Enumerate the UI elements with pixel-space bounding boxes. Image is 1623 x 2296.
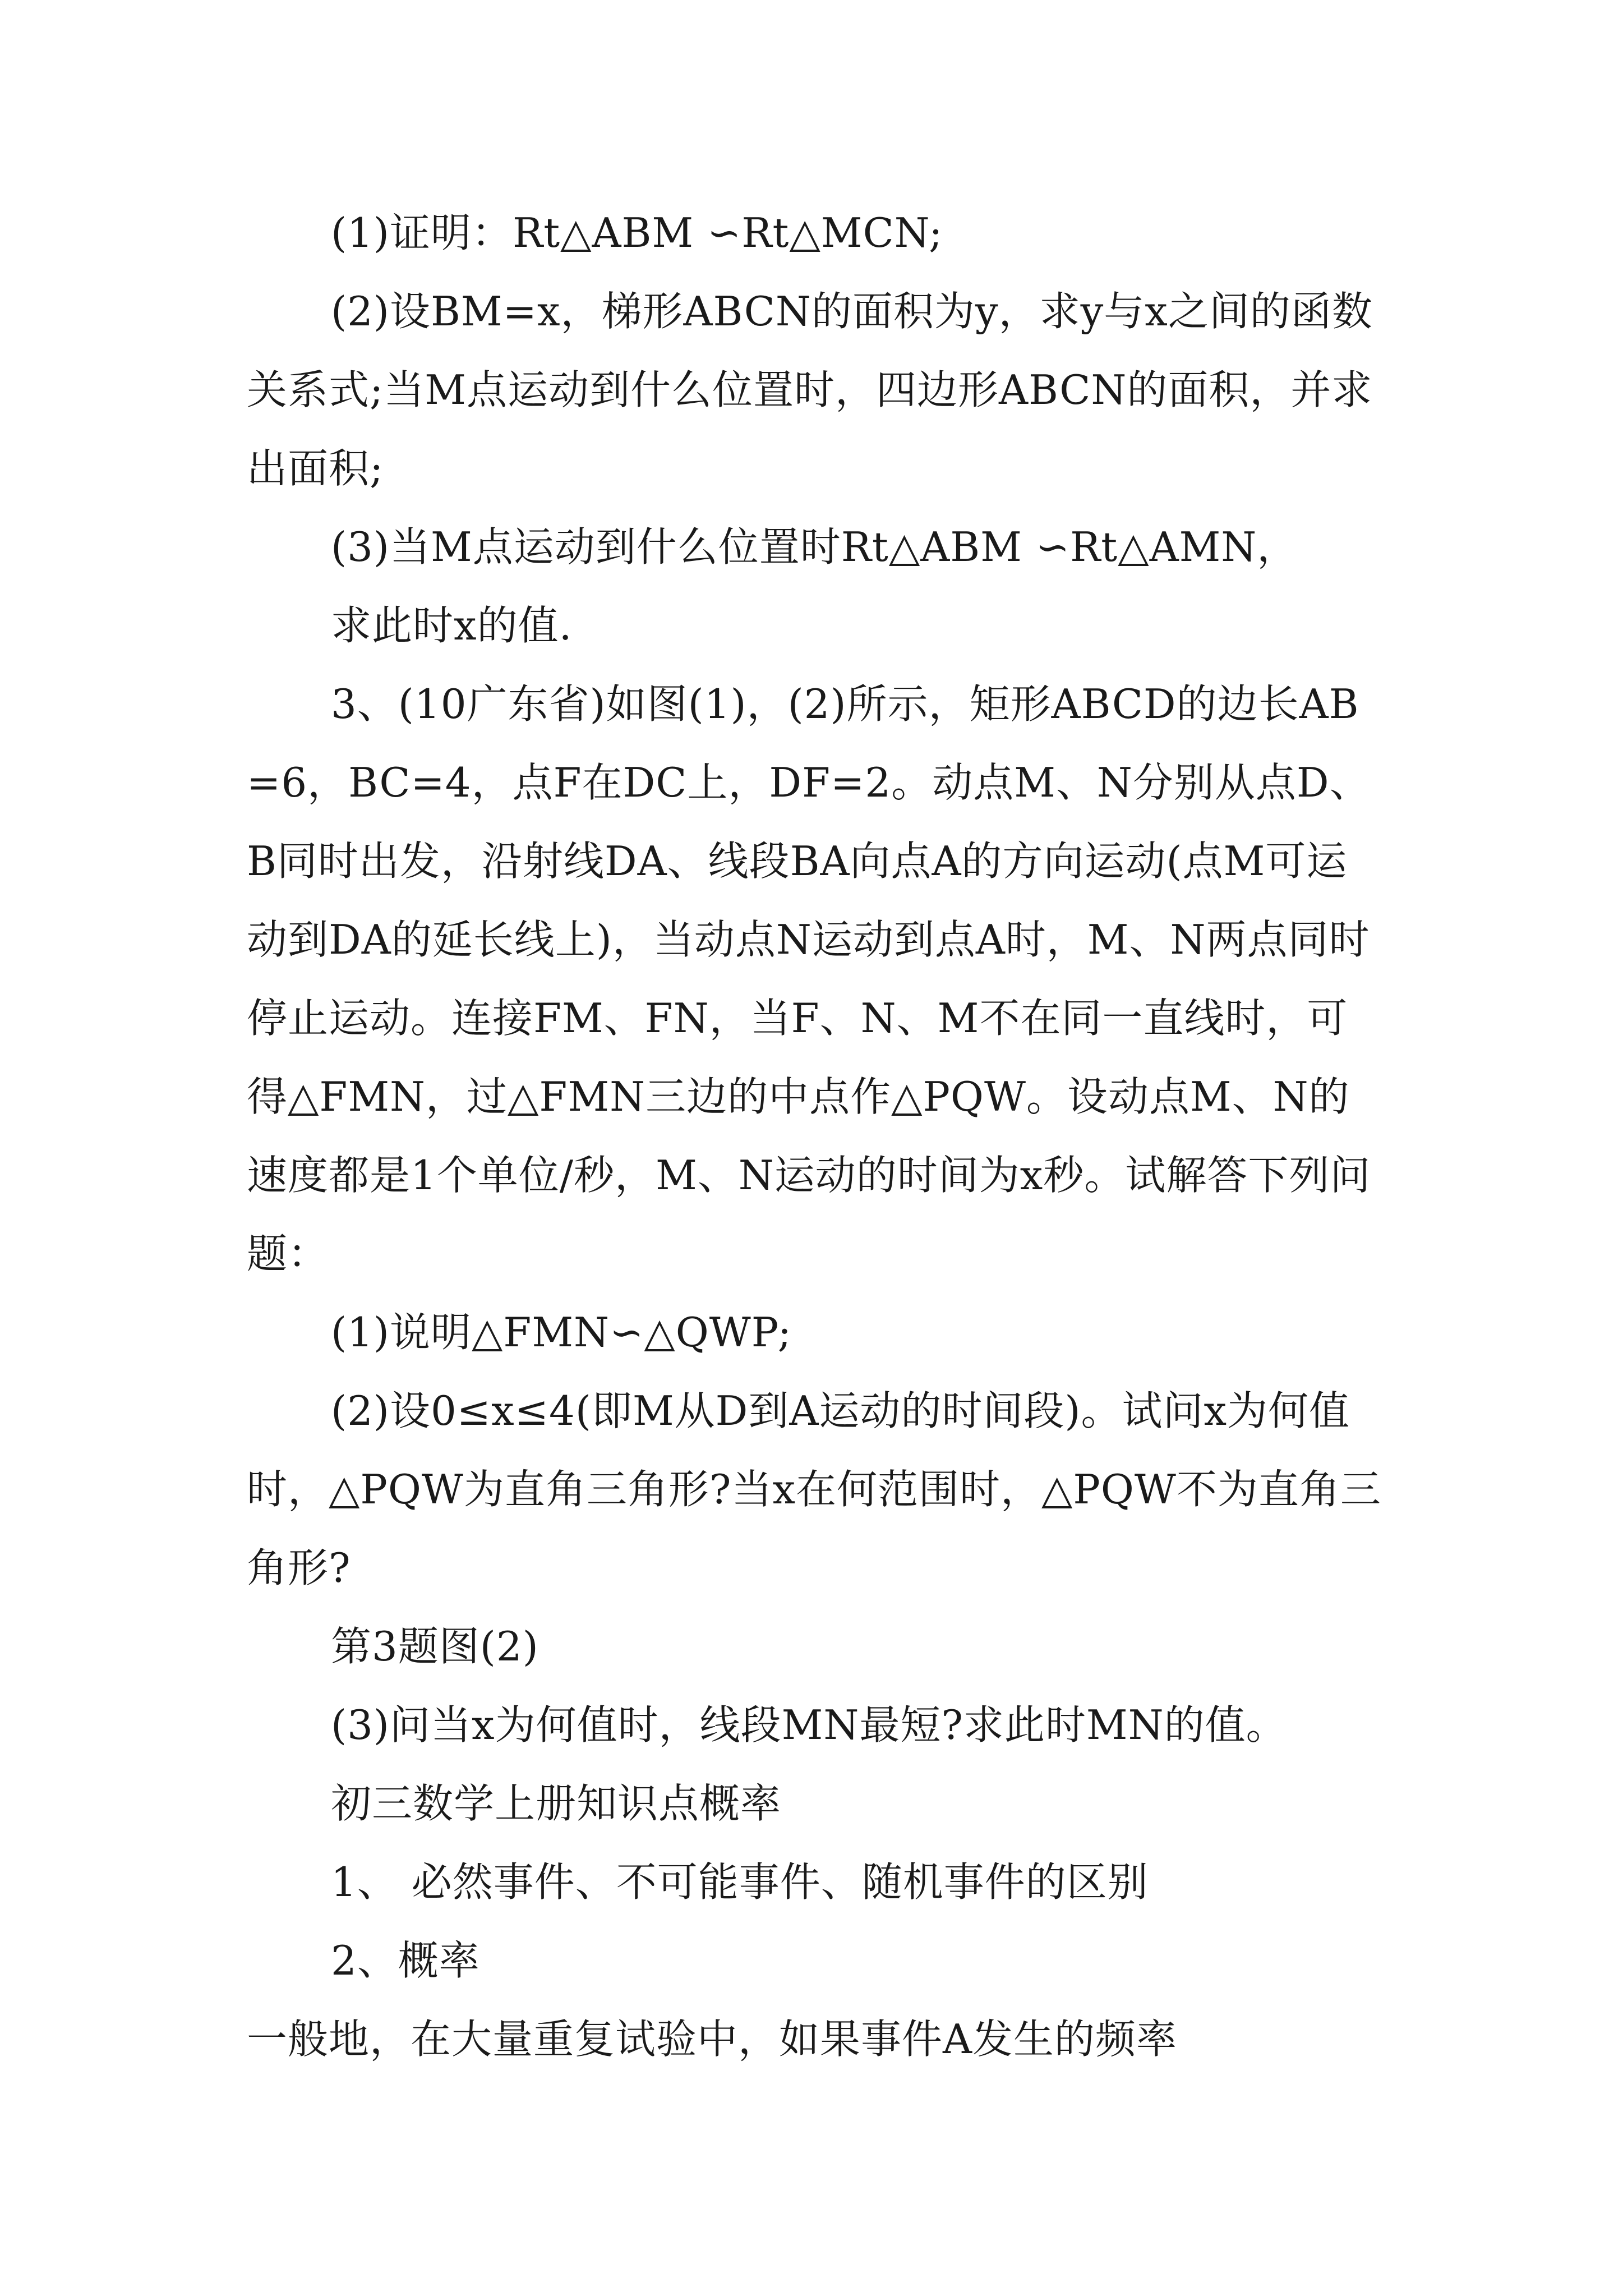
paragraph-q1-part3-cont: 求此时x的值. xyxy=(331,602,573,649)
paragraph-q3-part2: (2)设0≤x≤4(即M从D到A运动的时间段)。试问x为何值时，△PQW为直角三角形?当x在何范围时，△PQW不为直角三角形? xyxy=(247,1387,1381,1591)
paragraph-q3-part3: (3)问当x为何值时，线段MN最短?求此时MN的值。 xyxy=(331,1701,1287,1749)
list-item-2: 2、概率 xyxy=(331,1937,480,1984)
paragraph-probability: 一般地，在大量重复试验中，如果事件A发生的频率 xyxy=(247,2016,1177,2063)
document-body xyxy=(247,194,1385,2078)
paragraph-q1-part2: (2)设BM=x，梯形ABCN的面积为y，求y与x之间的函数关系式;当M点运动到什么位置时，四边形ABCN的面积，并求出面积; xyxy=(247,288,1373,492)
paragraph-q1-part3: (3)当M点运动到什么位置时Rt△ABM ∽Rt△AMN， xyxy=(331,523,1298,570)
paragraph-q3-part1: (1)说明△FMN∽△QWP; xyxy=(331,1309,792,1356)
list-item-1: 1、 必然事件、不可能事件、随机事件的区别 xyxy=(331,1858,1149,1906)
paragraph-q3-statement: 3、(10广东省)如图(1)，(2)所示，矩形ABCD的边长AB=6，BC=4，点F在DC上，DF=2。动点M、N分别从点D、B同时出发，沿射线DA、线段BA向点A的方向运动(点M可运动到DA的延长线上)，当动点N运动到点A时，M、N两点同时停止运动。连接FM、FN，当F、N、M不在同一直线时，可得△FMN，过△FMN三边的中点作△PQW。设动点M、N的速度都是1个单位/秒，M、N运动的时间为x秒。试解答下列问题： xyxy=(247,680,1371,1277)
paragraph-q1-part1: (1)证明：Rt△ABM ∽Rt△MCN; xyxy=(331,209,943,256)
section-heading: 初三数学上册知识点概率 xyxy=(331,1780,782,1827)
figure-caption: 第3题图(2) xyxy=(331,1623,539,1670)
